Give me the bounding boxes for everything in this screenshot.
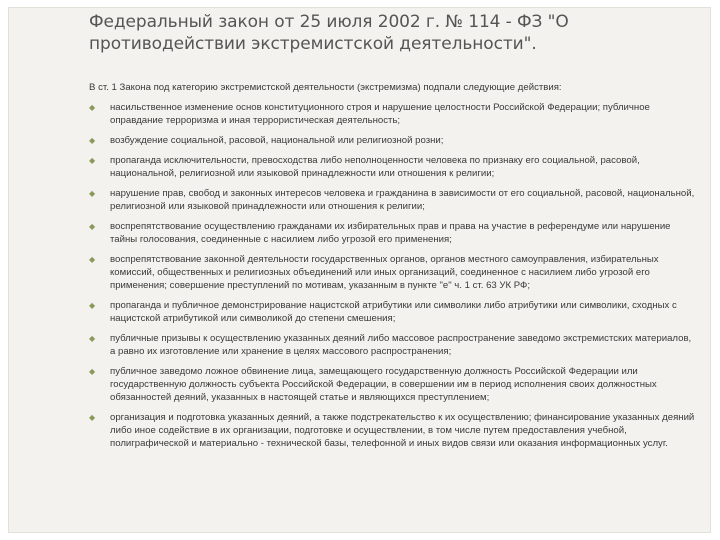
list-item-text: воспрепятствование осуществлению гражданами их избирательных прав и права на участие в референдуме или нарушение тайны голосования, соединенные с насилием либо угрозой его применения;	[110, 221, 671, 245]
list-item-text: возбуждение социальной, расовой, национальной или религиозной розни;	[110, 135, 444, 146]
list-item-text: насильственное изменение основ конституционного строя и нарушение целостности Российской Федерации; публичное оправдание терроризма и иная террористическая деятельность;	[110, 102, 650, 126]
bullet-list	[89, 101, 699, 450]
list-item	[89, 154, 699, 180]
list-item-text: нарушение прав, свобод и законных интересов человека и гражданина в зависимости от его социальной, расовой, национальной, религиозной или языковой принадлежности или отношения к религии;	[110, 188, 695, 212]
list-item	[89, 332, 699, 358]
list-item	[89, 220, 699, 246]
list-item	[89, 299, 699, 325]
list-item-text: воспрепятствование законной деятельности государственных органов, органов местного самоуправления, избирательных комиссий, общественных и религиозных объединений или иных организаций, соединенное с насилием либо угрозой его применения; совершение преступлений по мотивам, указанным в пункте "е" ч. 1 ст. 63 УК РФ;	[110, 254, 659, 291]
bullet-diamond-icon: ◆	[89, 222, 96, 231]
bullet-diamond-icon: ◆	[89, 413, 96, 422]
list-item	[89, 411, 699, 450]
bullet-diamond-icon: ◆	[89, 156, 96, 165]
list-item	[89, 365, 699, 404]
list-item	[89, 101, 699, 127]
list-item	[89, 187, 699, 213]
slide-title: Федеральный закон от 25 июля 2002 г. № 114 - ФЗ "О противодействии экстремистской деятельности".	[89, 12, 569, 54]
bullet-diamond-icon: ◆	[89, 103, 96, 112]
list-item-text: организация и подготовка указанных деяний, а также подстрекательство к их осуществлению; финансирование указанных деяний либо иное содействие в их организации, подготовке и осуществлении, в том числе путем предоставления учебной, полиграфической и материально - технической базы, телефонной и иных видов связи или оказания информационных услуг.	[110, 412, 695, 449]
list-item-text: публичное заведомо ложное обвинение лица, замещающего государственную должность Российской Федерации или государственную должность субъекта Российской Федерации, в совершении им в период исполнения своих должностных обязанностей деяний, указанных в настоящей статье и являющихся преступлением;	[110, 366, 657, 403]
bullet-diamond-icon: ◆	[89, 189, 96, 198]
list-item-text: пропаганда исключительности, превосходства либо неполноценности человека по признаку его социальной, расовой, национальной, религиозной или языковой принадлежности или отношения к религии;	[110, 155, 640, 179]
bullet-diamond-icon: ◆	[89, 367, 96, 376]
bullet-diamond-icon: ◆	[89, 136, 96, 145]
list-item-text: пропаганда и публичное демонстрирование нацистской атрибутики или символики либо атрибутики или символики, сходных с нацистской атрибутикой или символикой до степени смешения;	[110, 300, 677, 324]
bullet-diamond-icon: ◆	[89, 255, 96, 264]
bullet-diamond-icon: ◆	[89, 334, 96, 343]
intro-text: В ст. 1 Закона под категорию экстремистской деятельности (экстремизма) подпали следующие действия:	[89, 82, 562, 93]
list-item	[89, 253, 699, 292]
list-item	[89, 134, 699, 147]
bullet-diamond-icon: ◆	[89, 301, 96, 310]
list-item-text: публичные призывы к осуществлению указанных деяний либо массовое распространение заведомо экстремистских материалов, а равно их изготовление или хранение в целях массового распространения;	[110, 333, 692, 357]
slide-content	[89, 81, 699, 457]
